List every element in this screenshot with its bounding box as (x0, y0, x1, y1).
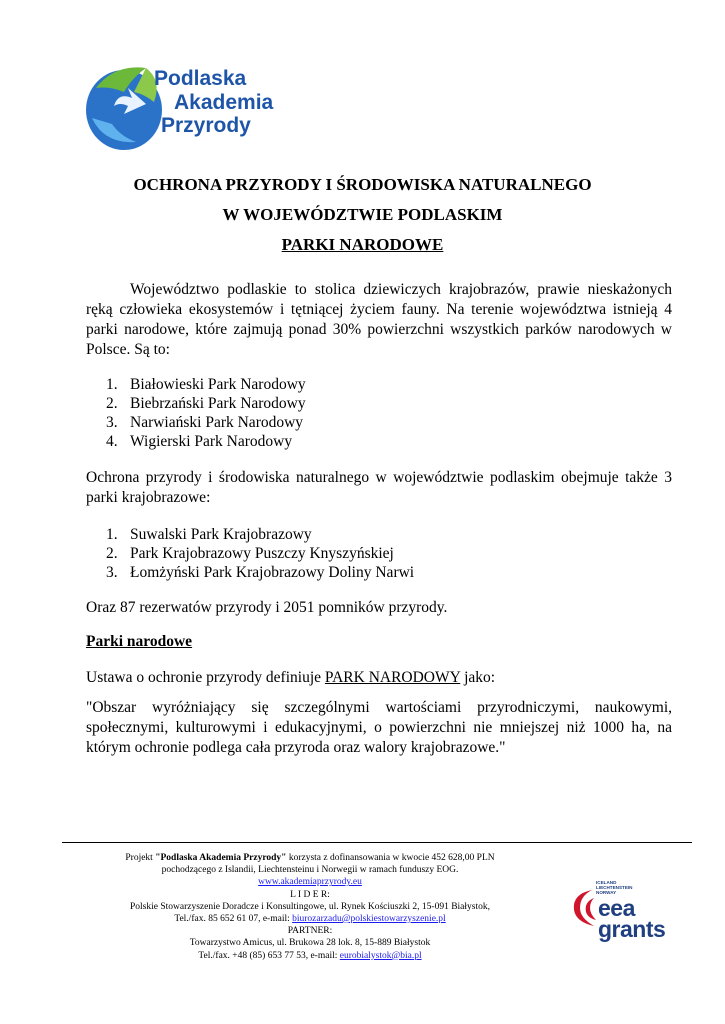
partner-label: PARTNER: (287, 926, 333, 937)
reserves-paragraph: Oraz 87 rezerwatów przyrody i 2051 pomników przyrody. (86, 599, 448, 616)
leader-name: Polskie Stowarzyszenie Doradcze i Konsultingowe, ul. Rynek Kościuszki 2, 15-091 Białystok, (129, 901, 491, 912)
grants-word: grants (598, 916, 666, 942)
list-item: 3. Narwiański Park Narodowy (106, 414, 304, 431)
landscape-parks-paragraph: Ochrona przyrody i środowiska naturalnego w województwie podlaskim obejmuje także 3 parki krajobrazowe: (86, 469, 672, 506)
list-item: 2. Park Krajobrazowy Puszczy Knyszyńskiej (106, 545, 394, 562)
logo-text-line3: Przyrody (161, 114, 251, 137)
list-item: 4. Wigierski Park Narodowy (106, 433, 293, 450)
section-heading: Parki narodowe (86, 633, 193, 650)
list-item: 1. Suwalski Park Krajobrazowy (106, 526, 312, 543)
partner-name: Towarzystwo Amicus, ul. Brukowa 28 lok. 8, 15-889 Białystok (189, 938, 431, 949)
national-parks-list (86, 375, 306, 451)
website-link[interactable]: www.akademiaprzyrody.eu (258, 877, 362, 888)
document-subtitle: PARKI NARODOWE (281, 235, 444, 254)
logo-text-line2: Akademia (174, 91, 274, 114)
landscape-parks-list (86, 525, 414, 582)
partner-email-link[interactable]: eurobialystok@bia.pl (339, 950, 422, 961)
list-item: 1. Białowieski Park Narodowy (106, 376, 306, 393)
intro-paragraph: Województwo podlaskie to stolica dziewiczych krajobrazów, prawie nieskażonych ręką człowieka ekosystemów i tętniącej życiem fauny. Na terenie województwa istnieją 4 parki narodowe, które zajmują ponad 30% powierzchni wszystkich parków narodowych w Polsce. Są to: (86, 281, 672, 358)
park-term: PARK NARODOWY (324, 669, 461, 686)
logo-text-line1: Podlaska (154, 67, 247, 90)
list-item: 3. Łomżyński Park Krajobrazowy Doliny Narwi (106, 564, 415, 581)
quote-paragraph: "Obszar wyróżniający się szczególnymi wartościami przyrodniczymi, naukowymi, społecznymi, kulturowymi i edukacyjnymi, o powierzchni nie mniejszej niż 1000 ha, na którym ochronie podlega cała przyroda oraz walory krajobrazowe." (86, 699, 672, 756)
document-title-line1: OCHRONA PRZYRODY I ŚRODOWISKA NATURALNEGO (133, 175, 592, 194)
eea-swoosh-icon (568, 886, 598, 930)
footer (60, 852, 560, 962)
podlaska-akademia-logo (84, 58, 284, 154)
eea-word: eea (598, 895, 635, 921)
eea-countries: ICELAND LIECHTENSTEIN NORWAY (596, 880, 633, 896)
partner-contact: Tel./fax. +48 (85) 653 77 53, e-mail: eurobialystok@bia.pl (198, 950, 422, 961)
footer-funding-line: Projekt "Podlaska Akademia Przyrody" korzysta z dofinansowania w kwocie 452 628,00 PLN (125, 853, 495, 863)
eea-grants-logo (568, 880, 678, 946)
footer-divider (62, 842, 692, 843)
leader-contact: Tel./fax. 85 652 61 07, e-mail: biurozarzadu@polskiestowarzyszenie.pl (174, 914, 446, 925)
footer-funding-source: pochodzącego z Islandii, Liechtensteinu i Norwegii w ramach funduszy EOG. (161, 865, 459, 876)
document-title-line2: W WOJEWÓDZTWIE PODLASKIM (222, 205, 503, 224)
leader-label: L I D E R: (290, 889, 330, 900)
definition-paragraph: Ustawa o ochronie przyrody definiuje PARK NARODOWY jako: (86, 669, 496, 686)
leader-email-link[interactable]: biurozarzadu@polskiestowarzyszenie.pl (292, 914, 446, 925)
list-item: 2. Biebrzański Park Narodowy (106, 395, 306, 412)
